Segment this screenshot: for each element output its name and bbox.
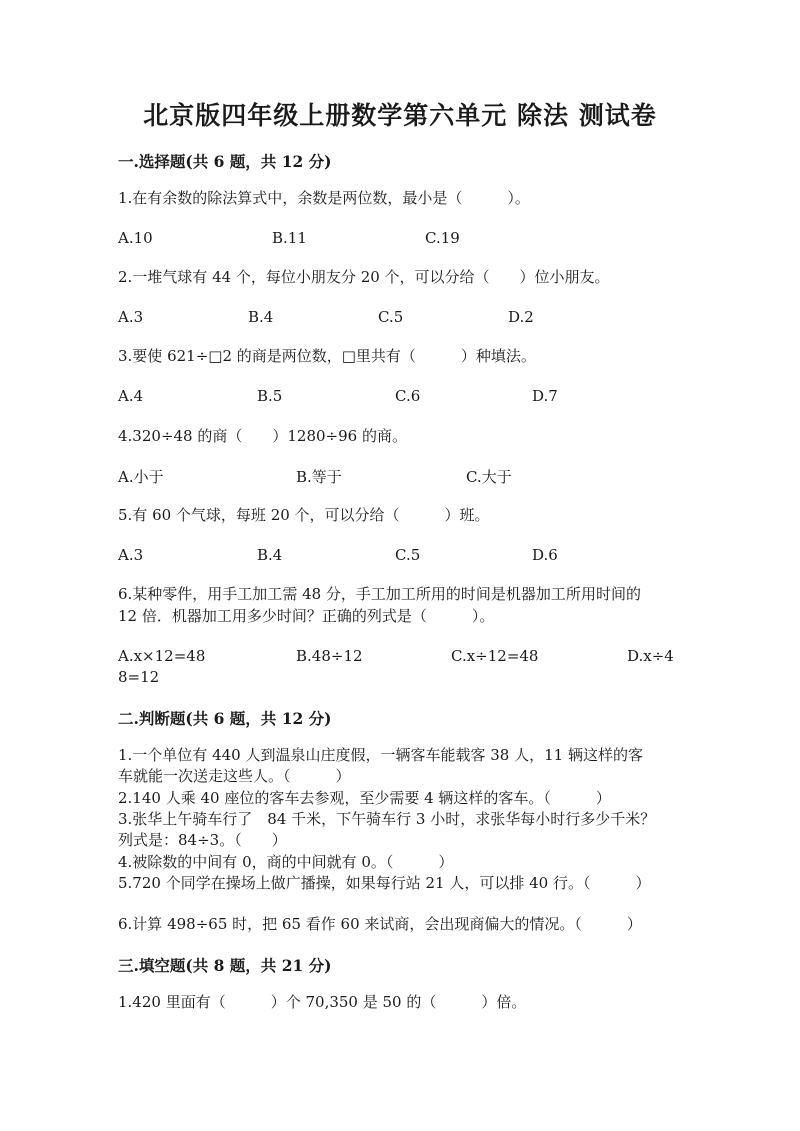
- option-c: C.5: [378, 308, 404, 326]
- option-d: D.x÷4: [627, 647, 674, 665]
- option-c: C.x÷12=48: [451, 647, 539, 665]
- option-d: D.7: [532, 387, 558, 405]
- option-c: C.大于: [466, 468, 512, 486]
- question-text: 5.有 60 个气球，每班 20 个，可以分给（ ）班。: [118, 506, 490, 524]
- option-a: A.4: [118, 387, 144, 405]
- option-a: A.3: [118, 308, 144, 326]
- option-b: B.4: [248, 308, 274, 326]
- question-text: 1.在有余数的除法算式中，余数是两位数，最小是（ ）。: [118, 189, 530, 207]
- option-c: C.6: [395, 387, 421, 405]
- option-c: C.19: [425, 229, 460, 247]
- judge-item-line1: 4.被除数的中间有 0，商的中间就有 0。（ ）: [118, 853, 454, 871]
- judge-item-line2: 车就能一次送走这些人。（ ）: [118, 767, 351, 785]
- option-a: A.x×12=48: [118, 647, 206, 665]
- option-b: B.48÷12: [296, 647, 363, 665]
- question-text-line2: 12 倍．机器加工用多少时间？正确的列式是（ ）。: [118, 607, 495, 625]
- option-b: B.11: [272, 229, 307, 247]
- question-text: 1.420 里面有（ ）个 70,350 是 50 的（ ）倍。: [118, 993, 527, 1011]
- judge-item-line2: 列式是：84÷3。（ ）: [118, 831, 287, 849]
- question-text: 3.要使 621÷□2 的商是两位数，□里共有（ ）种填法。: [118, 347, 536, 365]
- page-title: 北京版四年级上册数学第六单元 除法 测试卷: [143, 101, 657, 130]
- option-d: D.6: [532, 546, 558, 564]
- judge-item-line1: 3.张华上午骑车行了 84 千米，下午骑车行 3 小时，求张华每小时行多少千米？: [118, 810, 656, 828]
- section-heading-judge: 二.判断题(共 6 题，共 12 分): [118, 709, 332, 728]
- section-heading-fill: 三.填空题(共 8 题，共 21 分): [118, 956, 332, 975]
- option-b: B.等于: [296, 468, 342, 486]
- question-text: 4.320÷48 的商（ ）1280÷96 的商。: [118, 427, 407, 445]
- judge-item-line1: 5.720 个同学在操场上做广播操，如果每行站 21 人，可以排 40 行。（ ）: [118, 874, 651, 892]
- option-a: A.3: [118, 546, 144, 564]
- question-text-line1: 6.某种零件，用手工加工需 48 分，手工加工所用的时间是机器加工所用时间的: [118, 585, 641, 603]
- option-b: B.5: [257, 387, 283, 405]
- judge-item-line1: 2.140 人乘 40 座位的客车去参观，至少需要 4 辆这样的客车。（ ）: [118, 789, 611, 807]
- option-a: A.10: [118, 229, 153, 247]
- section-heading-choice: 一.选择题(共 6 题，共 12 分): [118, 152, 332, 171]
- option-d: D.2: [508, 308, 534, 326]
- option-b: B.4: [257, 546, 283, 564]
- question-text: 2.一堆气球有 44 个，每位小朋友分 20 个，可以分给（ ）位小朋友。: [118, 268, 610, 286]
- option-a: A.小于: [118, 468, 164, 486]
- option-c: C.5: [395, 546, 421, 564]
- judge-item-line1: 1.一个单位有 440 人到温泉山庄度假，一辆客车能载客 38 人，11 辆这样的客: [118, 746, 643, 764]
- judge-item-line1: 6.计算 498÷65 时，把 65 看作 60 来试商，会出现商偏大的情况。（ ）: [118, 915, 642, 933]
- option-d-wrap: 8=12: [118, 668, 160, 686]
